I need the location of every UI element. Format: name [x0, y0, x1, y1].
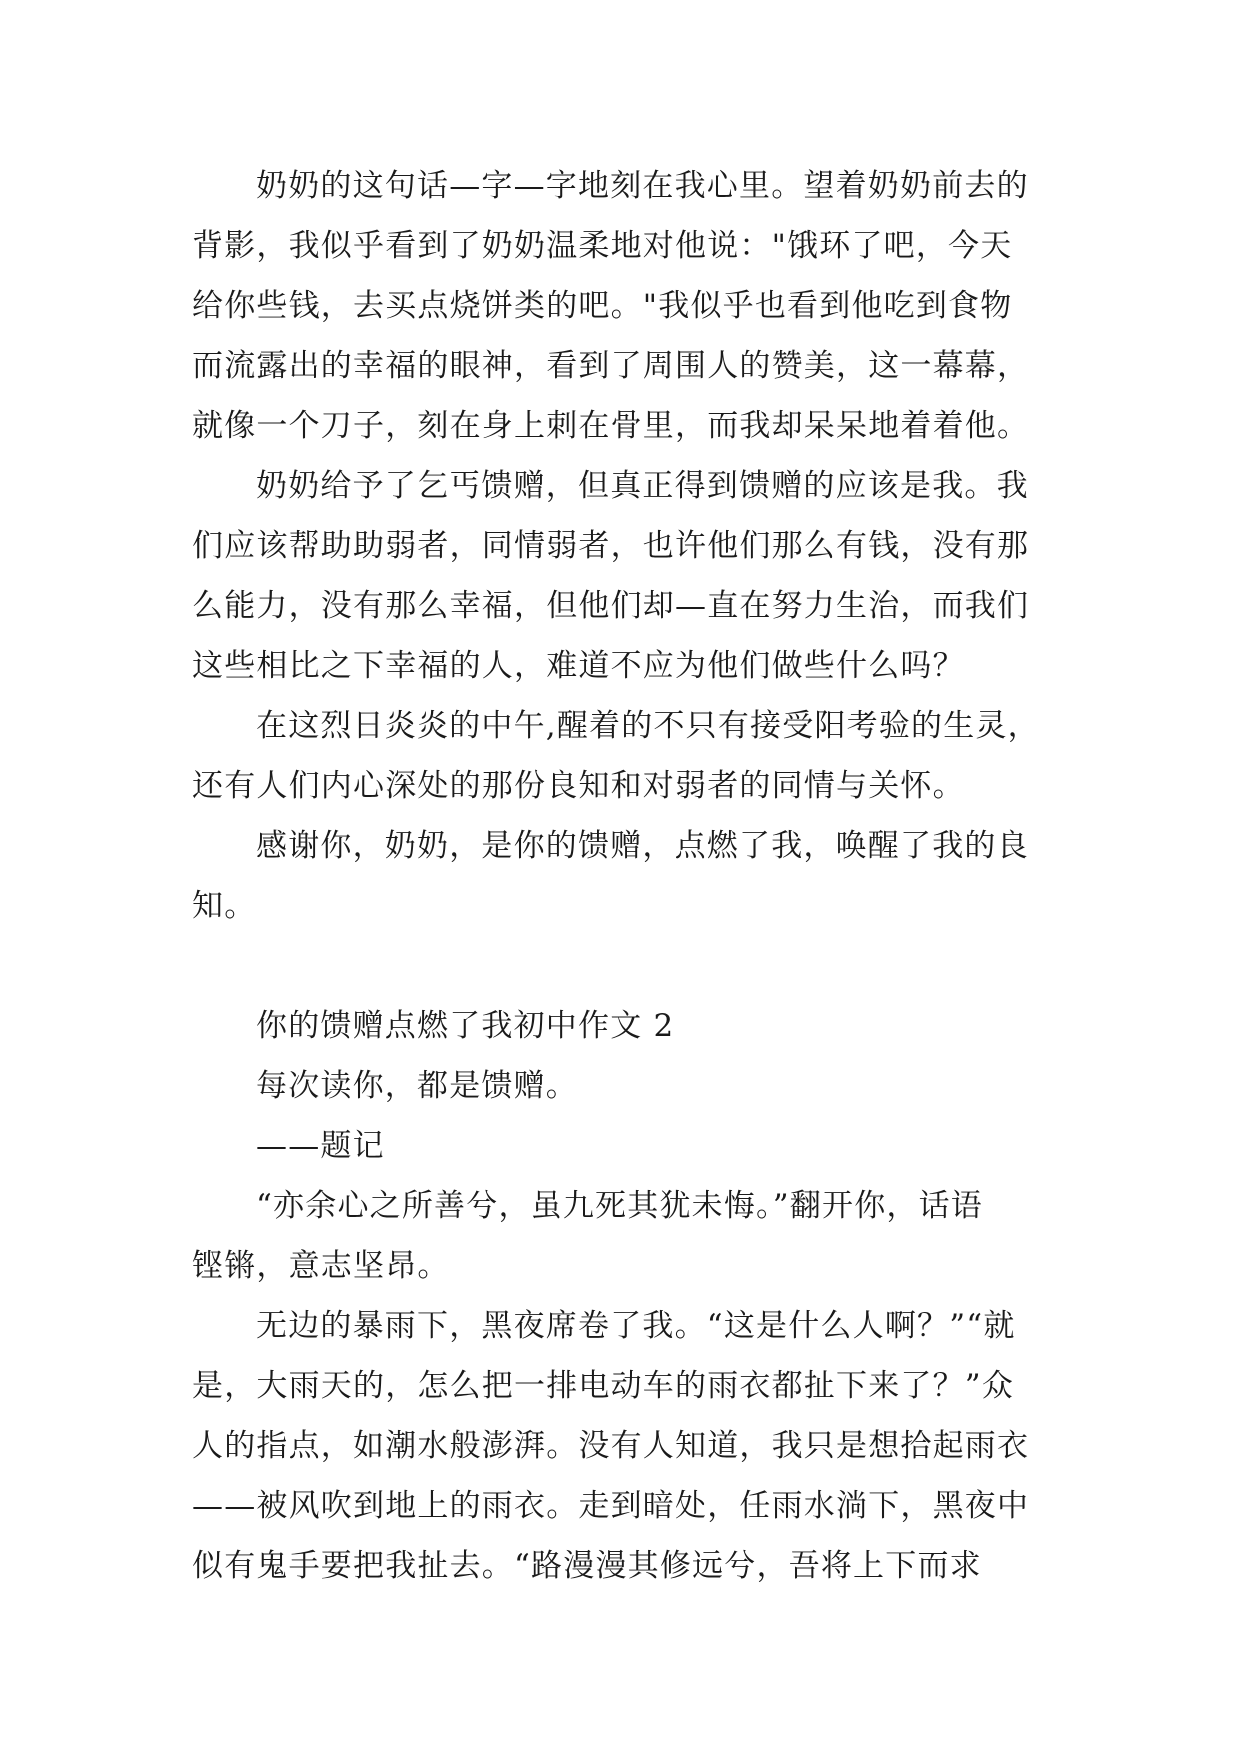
epigraph-attribution: ——题记 [256, 1128, 385, 1164]
epigraph-line: 每次读你，都是馈赠。 [256, 1068, 578, 1104]
paragraph-line: 奶奶给予了乞丐馈赠，但真正得到馈赠的应该是我。我 [256, 468, 1029, 504]
paragraph-line: 么能力，没有那么幸福，但他们却—直在努力生治，而我们 [192, 588, 1030, 624]
paragraph-line: 们应该帮助助弱者，同情弱者，也许他们那么有钱，没有那 [192, 528, 1030, 564]
paragraph-line: 就像一个刀子，刻在身上刺在骨里，而我却呆呆地着着他。 [192, 408, 1030, 444]
paragraph-line: 奶奶的这句话—字—字地刻在我心里。望着奶奶前去的 [256, 168, 1029, 204]
paragraph-line: 给你些钱，去买点烧饼类的吧。"我似乎也看到他吃到食物 [192, 288, 1013, 324]
paragraph-line: ——被风吹到地上的雨衣。走到暗处，任雨水淌下，黑夜中 [192, 1488, 1030, 1524]
paragraph-line: 而流露出的幸福的眼神，看到了周围人的赞美，这一幕幕， [192, 348, 1030, 384]
paragraph-line: 在这烈日炎炎的中午,醒着的不只有接受阳考验的生灵， [256, 708, 1040, 744]
section-title: 你的馈赠点燃了我初中作文 2 [256, 1008, 675, 1044]
paragraph-line: 铿锵，意志坚昂。 [192, 1248, 450, 1284]
paragraph-line: 背影，我似乎看到了奶奶温柔地对他说："饿环了吧，今天 [192, 228, 1013, 264]
paragraph-line: 人的指点，如潮水般澎湃。没有人知道，我只是想拾起雨衣 [192, 1428, 1030, 1464]
paragraph-line: 似有鬼手要把我扯去。“路漫漫其修远兮，吾将上下而求 [192, 1548, 982, 1584]
paragraph-line: “亦余心之所善兮，虽九死其犹未悔。”翻开你，话语 [256, 1188, 983, 1224]
paragraph-line: 感谢你，奶奶，是你的馈赠，点燃了我，唤醒了我的良 [256, 828, 1029, 864]
paragraph-line: 是，大雨天的，怎么把一排电动车的雨衣都扯下来了？”众 [192, 1368, 1015, 1404]
paragraph-line: 还有人们内心深处的那份良知和对弱者的同情与关怀。 [192, 768, 965, 804]
paragraph-line: 这些相比之下幸福的人，难道不应为他们做些什么吗？ [192, 648, 965, 684]
paragraph-line: 知。 [192, 888, 257, 924]
paragraph-line: 无边的暴雨下，黑夜席卷了我。“这是什么人啊？”“就 [256, 1308, 1016, 1344]
